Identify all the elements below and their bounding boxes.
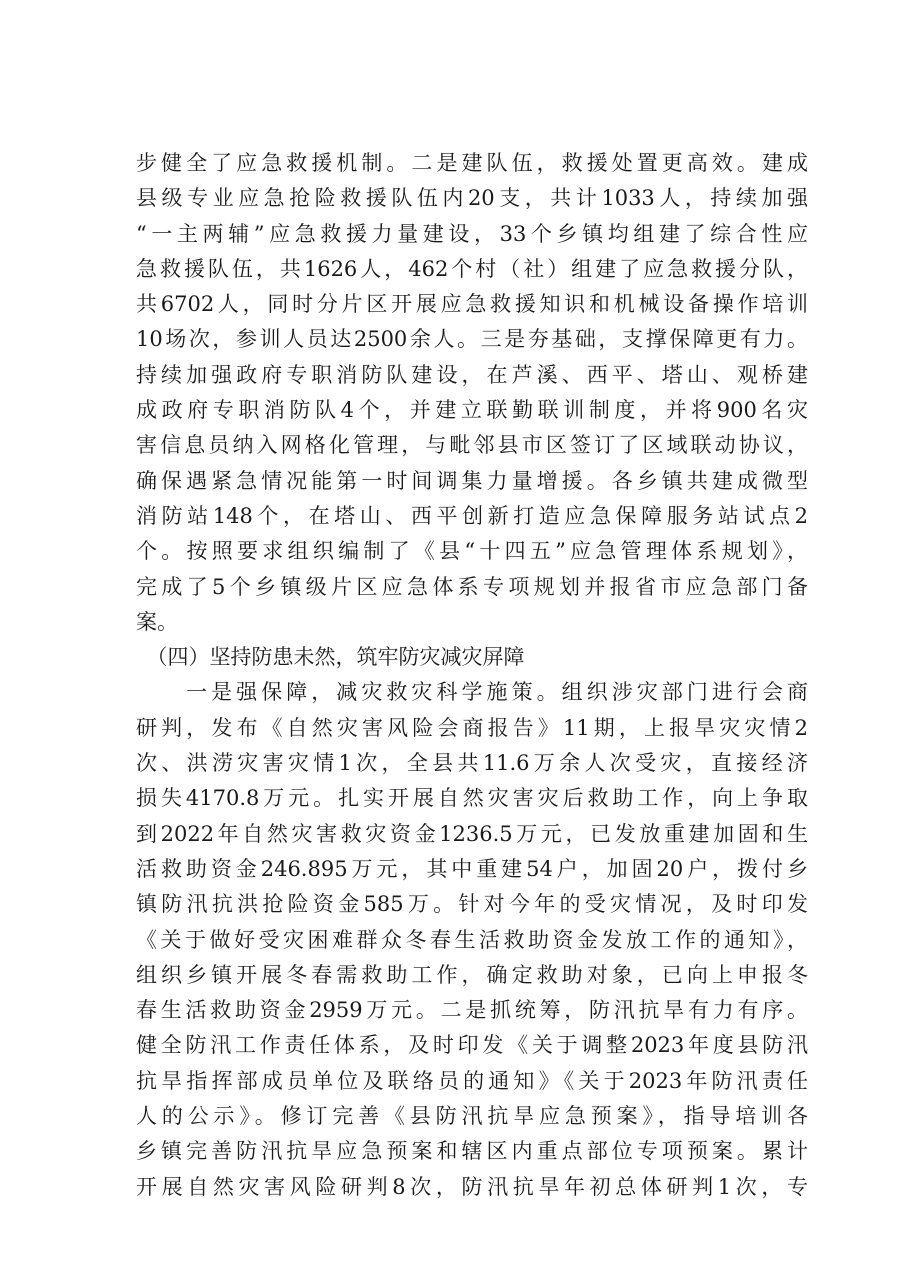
text-line: 害信息员纳入网格化管理，与毗邻县市区签订了区域联动协议， <box>136 433 808 458</box>
text-line: 步健全了应急救援机制。二是建队伍，救援处置更高效。建成 <box>136 151 808 175</box>
text-line: 春生活救助资金2959万元。二是抓统筹，防汛抗旱有力有序。 <box>136 998 808 1023</box>
text-line: 健全防汛工作责任体系，及时印发《关于调整2023年度县防汛 <box>136 1033 808 1058</box>
text-line: “一主两辅”应急救援力量建设，33个乡镇均组建了综合性应 <box>136 221 808 246</box>
text-line: 到2022年自然灾害救灾资金1236.5万元，已发放重建加固和生 <box>136 821 808 846</box>
text-line: 组织乡镇开展冬春需救助工作，确定救助对象，已向上申报冬 <box>136 962 808 987</box>
text-line: 损失4170.8万元。扎实开展自然灾害灾后救助工作，向上争取 <box>136 786 808 811</box>
text-line: 次、洪涝灾害灾情1次，全县共11.6万余人次受灾，直接经济 <box>136 751 808 776</box>
text-line: 持续加强政府专职消防队建设，在芦溪、西平、塔山、观桥建 <box>136 362 808 387</box>
text-line: 研判，发布《自然灾害风险会商报告》11期，上报旱灾灾情2 <box>136 715 808 740</box>
text-line: 个。按照要求组织编制了《县“十四五”应急管理体系规划》， <box>136 539 808 564</box>
text-line: 县级专业应急抢险救援队伍内20支，共计1033人，持续加强 <box>136 186 808 211</box>
text-line: 确保遇紧急情况能第一时间调集力量增援。各乡镇共建成微型 <box>136 468 808 493</box>
text-line: 完成了5个乡镇级片区应急体系专项规划并报省市应急部门备 <box>136 574 808 599</box>
text-line: 《关于做好受灾困难群众冬春生活救助资金发放工作的通知》， <box>136 927 808 952</box>
text-line: 成政府专职消防队4个，并建立联勤联训制度，并将900名灾 <box>136 398 808 423</box>
text-line: 镇防汛抗洪抢险资金585万。针对今年的受灾情况，及时印发 <box>136 892 808 917</box>
section-heading: （四）坚持防患未然，筑牢防灾减灾屏障 <box>136 645 525 670</box>
text-line: 消防站148个，在塔山、西平创新打造应急保障服务站试点2 <box>136 503 808 528</box>
text-line: 一是强保障，减灾救灾科学施策。组织涉灾部门进行会商 <box>136 680 808 705</box>
text-line: 人的公示》。修订完善《县防汛抗旱应急预案》，指导培训各 <box>136 1104 808 1129</box>
text-line: 10场次，参训人员达2500余人。三是夯基础，支撑保障更有力。 <box>136 327 808 352</box>
text-line: 共6702人，同时分片区开展应急救援知识和机械设备操作培训 <box>136 292 808 317</box>
text-line: 活救助资金246.895万元，其中重建54户，加固20户，拨付乡 <box>136 856 808 881</box>
text-line: 乡镇完善防汛抗旱应急预案和辖区内重点部位专项预案。累计 <box>136 1139 808 1164</box>
body-text <box>136 146 808 1205</box>
text-line: 急救援队伍，共1626人，462个村（社）组建了应急救援分队， <box>136 256 808 281</box>
text-line: 案。 <box>136 609 178 634</box>
text-line: 抗旱指挥部成员单位及联络员的通知》《关于2023年防汛责任 <box>136 1068 808 1093</box>
text-line: 开展自然灾害风险研判8次，防汛抗旱年初总体研判1次，专 <box>136 1174 808 1199</box>
